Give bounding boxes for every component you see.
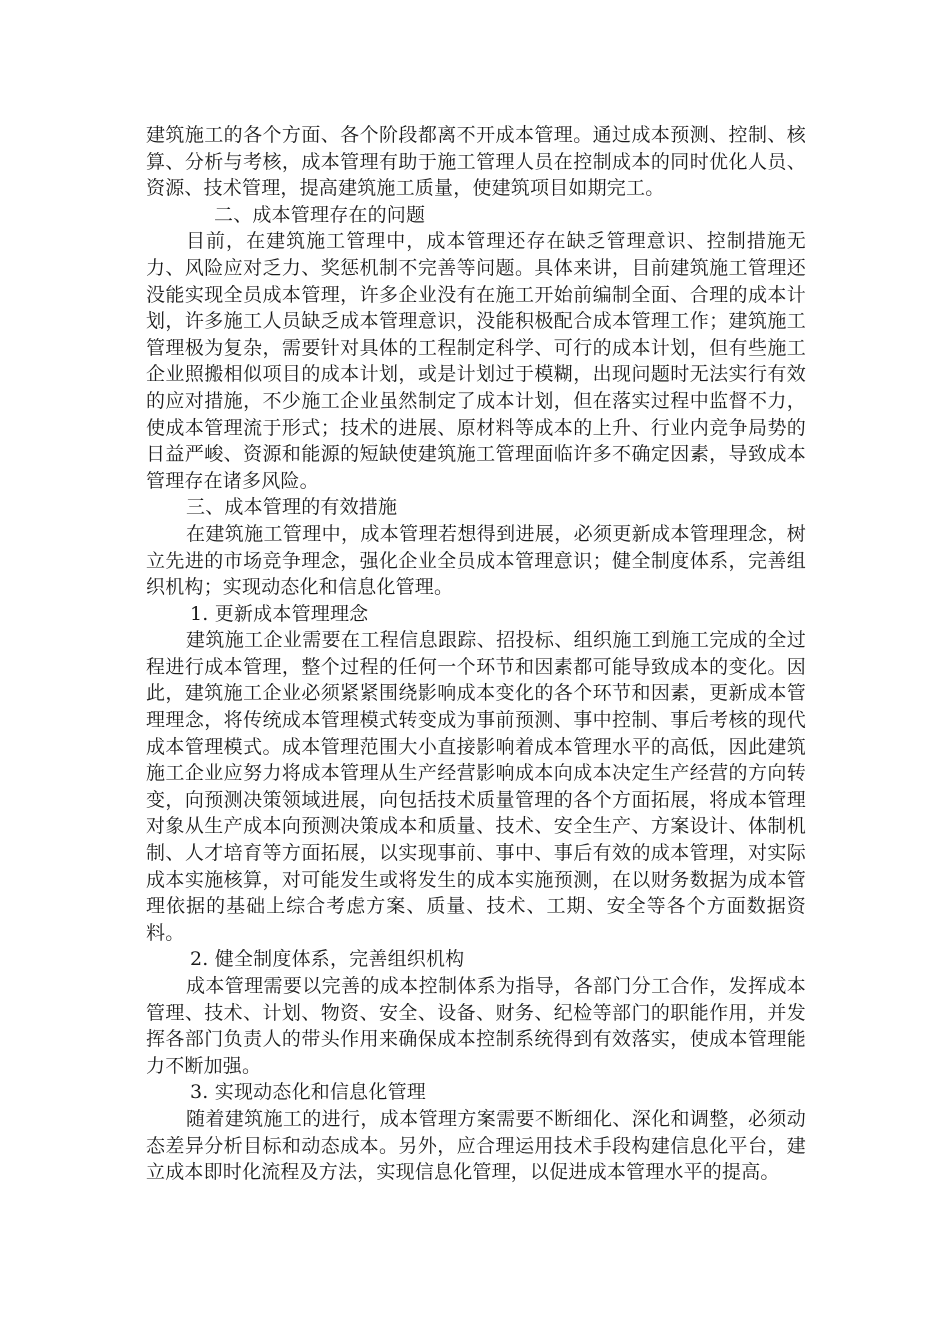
paragraph-measures: 在建筑施工管理中，成本管理若想得到进展，必须更新成本管理理念，树立先进的市场竞争理念，强化企业全员成本管理意识；健全制度体系，完善组织机构；实现动态化和信息化管理。 <box>146 522 806 599</box>
section-heading-problems: 二、成本管理存在的问题 <box>214 203 426 226</box>
paragraph-sub-2: 成本管理需要以完善的成本控制体系为指导，各部门分工合作，发挥成本管理、技术、计划、物资、安全、设备、财务、纪检等部门的职能作用，并发挥各部门负责人的带头作用来确保成本控制系统得到有效落实，使成本管理能力不断加强。 <box>146 975 806 1077</box>
paragraph-intro: 建筑施工的各个方面、各个阶段都离不开成本管理。通过成本预测、控制、核算、分析与考核，成本管理有助于施工管理人员在控制成本的同时优化人员、资源、技术管理，提高建筑施工质量，使建筑项目如期完工。 <box>146 124 806 200</box>
subheading-2: 2. 健全制度体系，完善组织机构 <box>190 948 465 971</box>
subheading-1: 1. 更新成本管理理念 <box>190 602 369 625</box>
paragraph-problems: 目前，在建筑施工管理中，成本管理还存在缺乏管理意识、控制措施无力、风险应对乏力、奖惩机制不完善等问题。具体来讲，目前建筑施工管理还没能实现全员成本管理，许多企业没有在施工开始前编制全面、合理的成本计划，许多施工人员缺乏成本管理意识，没能积极配合成本管理工作；建筑施工管理极为复杂，需要针对具体的工程制定科学、可行的成本计划，但有些施工企业照搬相似项目的成本计划，或是计划过于模糊，出现问题时无法实行有效的应对措施，不少施工企业虽然制定了成本计划，但在落实过程中监督不力，使成本管理流于形式；技术的进展、原材料等成本的上升、行业内竞争局势的日益严峻、资源和能源的短缺使建筑施工管理面临许多不确定因素，导致成本管理存在诸多风险。 <box>146 230 806 492</box>
subheading-3: 3. 实现动态化和信息化管理 <box>190 1081 426 1104</box>
section-heading-measures: 三、成本管理的有效措施 <box>186 496 398 519</box>
paragraph-sub-1: 建筑施工企业需要在工程信息跟踪、招投标、组织施工到施工完成的全过程进行成本管理，整个过程的任何一个环节和因素都可能导致成本的变化。因此，建筑施工企业必须紧紧围绕影响成本变化的各个环节和因素，更新成本管理理念，将传统成本管理模式转变成为事前预测、事中控制、事后考核的现代成本管理模式。成本管理范围大小直接影响着成本管理水平的高低，因此建筑施工企业应努力将成本管理从生产经营影响成本向成本决定生产经营的方向转变，向预测决策领域进展，向包括技术质量管理的各个方面拓展，将成本管理对象从生产成本向预测决策成本和质量、技术、安全生产、方案设计、体制机制、人才培育等方面拓展，以实现事前、事中、事后有效的成本管理，对实际成本实施核算，对可能发生或将发生的成本实施预测，在以财务数据为成本管理依据的基础上综合考虑方案、质量、技术、工期、安全等各个方面数据资料。 <box>146 629 806 944</box>
document-body <box>146 122 806 1186</box>
paragraph-sub-3: 随着建筑施工的进行，成本管理方案需要不断细化、深化和调整，必须动态差异分析目标和动态成本。另外，应合理运用技术手段构建信息化平台，建立成本即时化流程及方法，实现信息化管理，以促进成本管理水平的提高。 <box>146 1107 806 1184</box>
